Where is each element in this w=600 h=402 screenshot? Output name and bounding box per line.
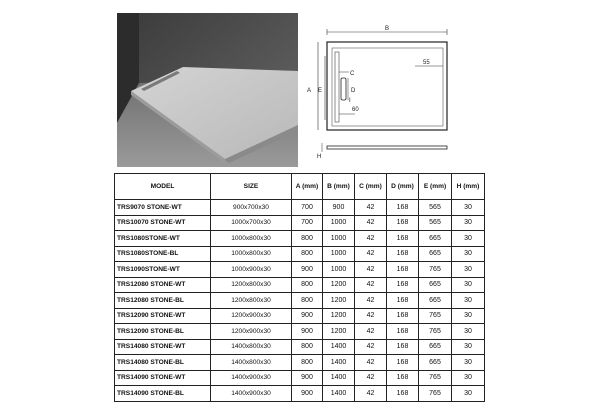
dim-label-b: B <box>385 26 390 32</box>
shower-tray-photo <box>117 13 298 167</box>
cell-d: 168 <box>387 293 419 309</box>
dim-label-60: 60 <box>352 107 359 113</box>
cell-h: 30 <box>452 324 485 340</box>
cell-d: 168 <box>387 215 419 231</box>
header-model: MODEL <box>115 174 211 200</box>
cell-d: 168 <box>387 355 419 371</box>
cell-c: 42 <box>355 215 387 231</box>
cell-a: 800 <box>292 277 323 293</box>
header-c: C (mm) <box>355 174 387 200</box>
cell-h: 30 <box>452 308 485 324</box>
cell-d: 168 <box>387 370 419 386</box>
table-header-row <box>115 174 485 200</box>
cell-h: 30 <box>452 262 485 278</box>
cell-model: TRS10070 STONE-WT <box>115 215 211 231</box>
cell-model: TRS1090STONE-WT <box>115 262 211 278</box>
cell-b: 1200 <box>323 324 355 340</box>
table-body <box>115 200 485 402</box>
cell-c: 42 <box>355 324 387 340</box>
cell-model: TRS12090 STONE-WT <box>115 308 211 324</box>
cell-h: 30 <box>452 355 485 371</box>
table-row <box>115 293 485 309</box>
cell-model: TRS1080STONE-WT <box>115 231 211 247</box>
dim-label-e: E <box>318 88 323 94</box>
cell-a: 900 <box>292 324 323 340</box>
dim-label-55: 55 <box>423 60 430 66</box>
cell-model: TRS12080 STONE-WT <box>115 277 211 293</box>
cell-e: 765 <box>419 386 452 402</box>
cell-c: 42 <box>355 200 387 216</box>
cell-c: 42 <box>355 370 387 386</box>
cell-c: 42 <box>355 262 387 278</box>
cell-d: 168 <box>387 386 419 402</box>
cell-e: 665 <box>419 277 452 293</box>
cell-model: TRS12080 STONE-BL <box>115 293 211 309</box>
cell-size: 1200x900x30 <box>211 324 292 340</box>
cell-size: 1000x900x30 <box>211 262 292 278</box>
cell-d: 168 <box>387 231 419 247</box>
cell-c: 42 <box>355 246 387 262</box>
header-d: D (mm) <box>387 174 419 200</box>
cell-size: 1400x800x30 <box>211 355 292 371</box>
cell-h: 30 <box>452 231 485 247</box>
cell-e: 765 <box>419 308 452 324</box>
cell-b: 1200 <box>323 293 355 309</box>
dim-label-c: C <box>350 71 355 77</box>
cell-model: TRS1080STONE-BL <box>115 246 211 262</box>
cell-model: TRS14090 STONE-BL <box>115 386 211 402</box>
cell-e: 665 <box>419 231 452 247</box>
cell-d: 168 <box>387 246 419 262</box>
cell-model: TRS14090 STONE-WT <box>115 370 211 386</box>
cell-size: 1200x800x30 <box>211 277 292 293</box>
cell-d: 168 <box>387 324 419 340</box>
cell-size: 1400x800x30 <box>211 339 292 355</box>
cell-d: 168 <box>387 308 419 324</box>
cell-e: 565 <box>419 200 452 216</box>
cell-a: 800 <box>292 246 323 262</box>
cell-c: 42 <box>355 355 387 371</box>
cell-c: 42 <box>355 308 387 324</box>
cell-c: 42 <box>355 277 387 293</box>
cell-e: 765 <box>419 324 452 340</box>
cell-c: 42 <box>355 293 387 309</box>
cell-e: 565 <box>419 215 452 231</box>
cell-size: 1400x900x30 <box>211 386 292 402</box>
cell-e: 665 <box>419 246 452 262</box>
cell-e: 765 <box>419 262 452 278</box>
cell-h: 30 <box>452 386 485 402</box>
cell-h: 30 <box>452 277 485 293</box>
table-row <box>115 262 485 278</box>
cell-c: 42 <box>355 231 387 247</box>
dim-label-i: I <box>349 98 351 104</box>
cell-h: 30 <box>452 370 485 386</box>
table-row <box>115 339 485 355</box>
cell-model: TRS12090 STONE-BL <box>115 324 211 340</box>
cell-b: 1400 <box>323 370 355 386</box>
header-b: B (mm) <box>323 174 355 200</box>
cell-model: TRS14080 STONE-BL <box>115 355 211 371</box>
cell-d: 168 <box>387 200 419 216</box>
cell-b: 900 <box>323 200 355 216</box>
tray-dimension-diagram <box>305 22 465 162</box>
cell-b: 1000 <box>323 215 355 231</box>
table-row <box>115 308 485 324</box>
cell-a: 800 <box>292 231 323 247</box>
cell-h: 30 <box>452 293 485 309</box>
table-row <box>115 355 485 371</box>
cell-b: 1400 <box>323 339 355 355</box>
dim-label-h: H <box>317 154 322 160</box>
table-row <box>115 215 485 231</box>
spec-table <box>114 173 485 402</box>
cell-d: 168 <box>387 277 419 293</box>
cell-h: 30 <box>452 215 485 231</box>
cell-size: 1400x900x30 <box>211 370 292 386</box>
table-row <box>115 386 485 402</box>
cell-size: 1200x900x30 <box>211 308 292 324</box>
cell-e: 765 <box>419 370 452 386</box>
cell-size: 900x700x30 <box>211 200 292 216</box>
cell-b: 1200 <box>323 308 355 324</box>
cell-h: 30 <box>452 339 485 355</box>
table-row <box>115 200 485 216</box>
cell-b: 1000 <box>323 231 355 247</box>
cell-a: 800 <box>292 339 323 355</box>
cell-b: 1000 <box>323 262 355 278</box>
dim-label-a: A <box>307 88 312 94</box>
cell-model: TRS14080 STONE-WT <box>115 339 211 355</box>
cell-a: 800 <box>292 355 323 371</box>
cell-size: 1000x700x30 <box>211 215 292 231</box>
table-row <box>115 324 485 340</box>
technical-drawing <box>305 22 465 162</box>
cell-e: 665 <box>419 293 452 309</box>
cell-a: 800 <box>292 293 323 309</box>
cell-b: 1200 <box>323 277 355 293</box>
cell-a: 900 <box>292 308 323 324</box>
cell-b: 1400 <box>323 386 355 402</box>
header-a: A (mm) <box>292 174 323 200</box>
cell-a: 900 <box>292 262 323 278</box>
product-photo <box>117 13 298 167</box>
cell-c: 42 <box>355 339 387 355</box>
cell-b: 1000 <box>323 246 355 262</box>
table-row <box>115 231 485 247</box>
dim-label-d: D <box>351 88 356 94</box>
table-row <box>115 277 485 293</box>
cell-a: 700 <box>292 200 323 216</box>
cell-e: 665 <box>419 339 452 355</box>
table-row <box>115 370 485 386</box>
cell-a: 900 <box>292 370 323 386</box>
header-h: H (mm) <box>452 174 485 200</box>
cell-e: 665 <box>419 355 452 371</box>
cell-model: TRS9070 STONE-WT <box>115 200 211 216</box>
cell-a: 900 <box>292 386 323 402</box>
header-size: SIZE <box>211 174 292 200</box>
cell-d: 168 <box>387 339 419 355</box>
cell-h: 30 <box>452 200 485 216</box>
cell-size: 1000x800x30 <box>211 231 292 247</box>
cell-h: 30 <box>452 246 485 262</box>
header-e: E (mm) <box>419 174 452 200</box>
table-row <box>115 246 485 262</box>
cell-size: 1000x800x30 <box>211 246 292 262</box>
cell-size: 1200x800x30 <box>211 293 292 309</box>
cell-d: 168 <box>387 262 419 278</box>
cell-c: 42 <box>355 386 387 402</box>
cell-b: 1400 <box>323 355 355 371</box>
cell-a: 700 <box>292 215 323 231</box>
